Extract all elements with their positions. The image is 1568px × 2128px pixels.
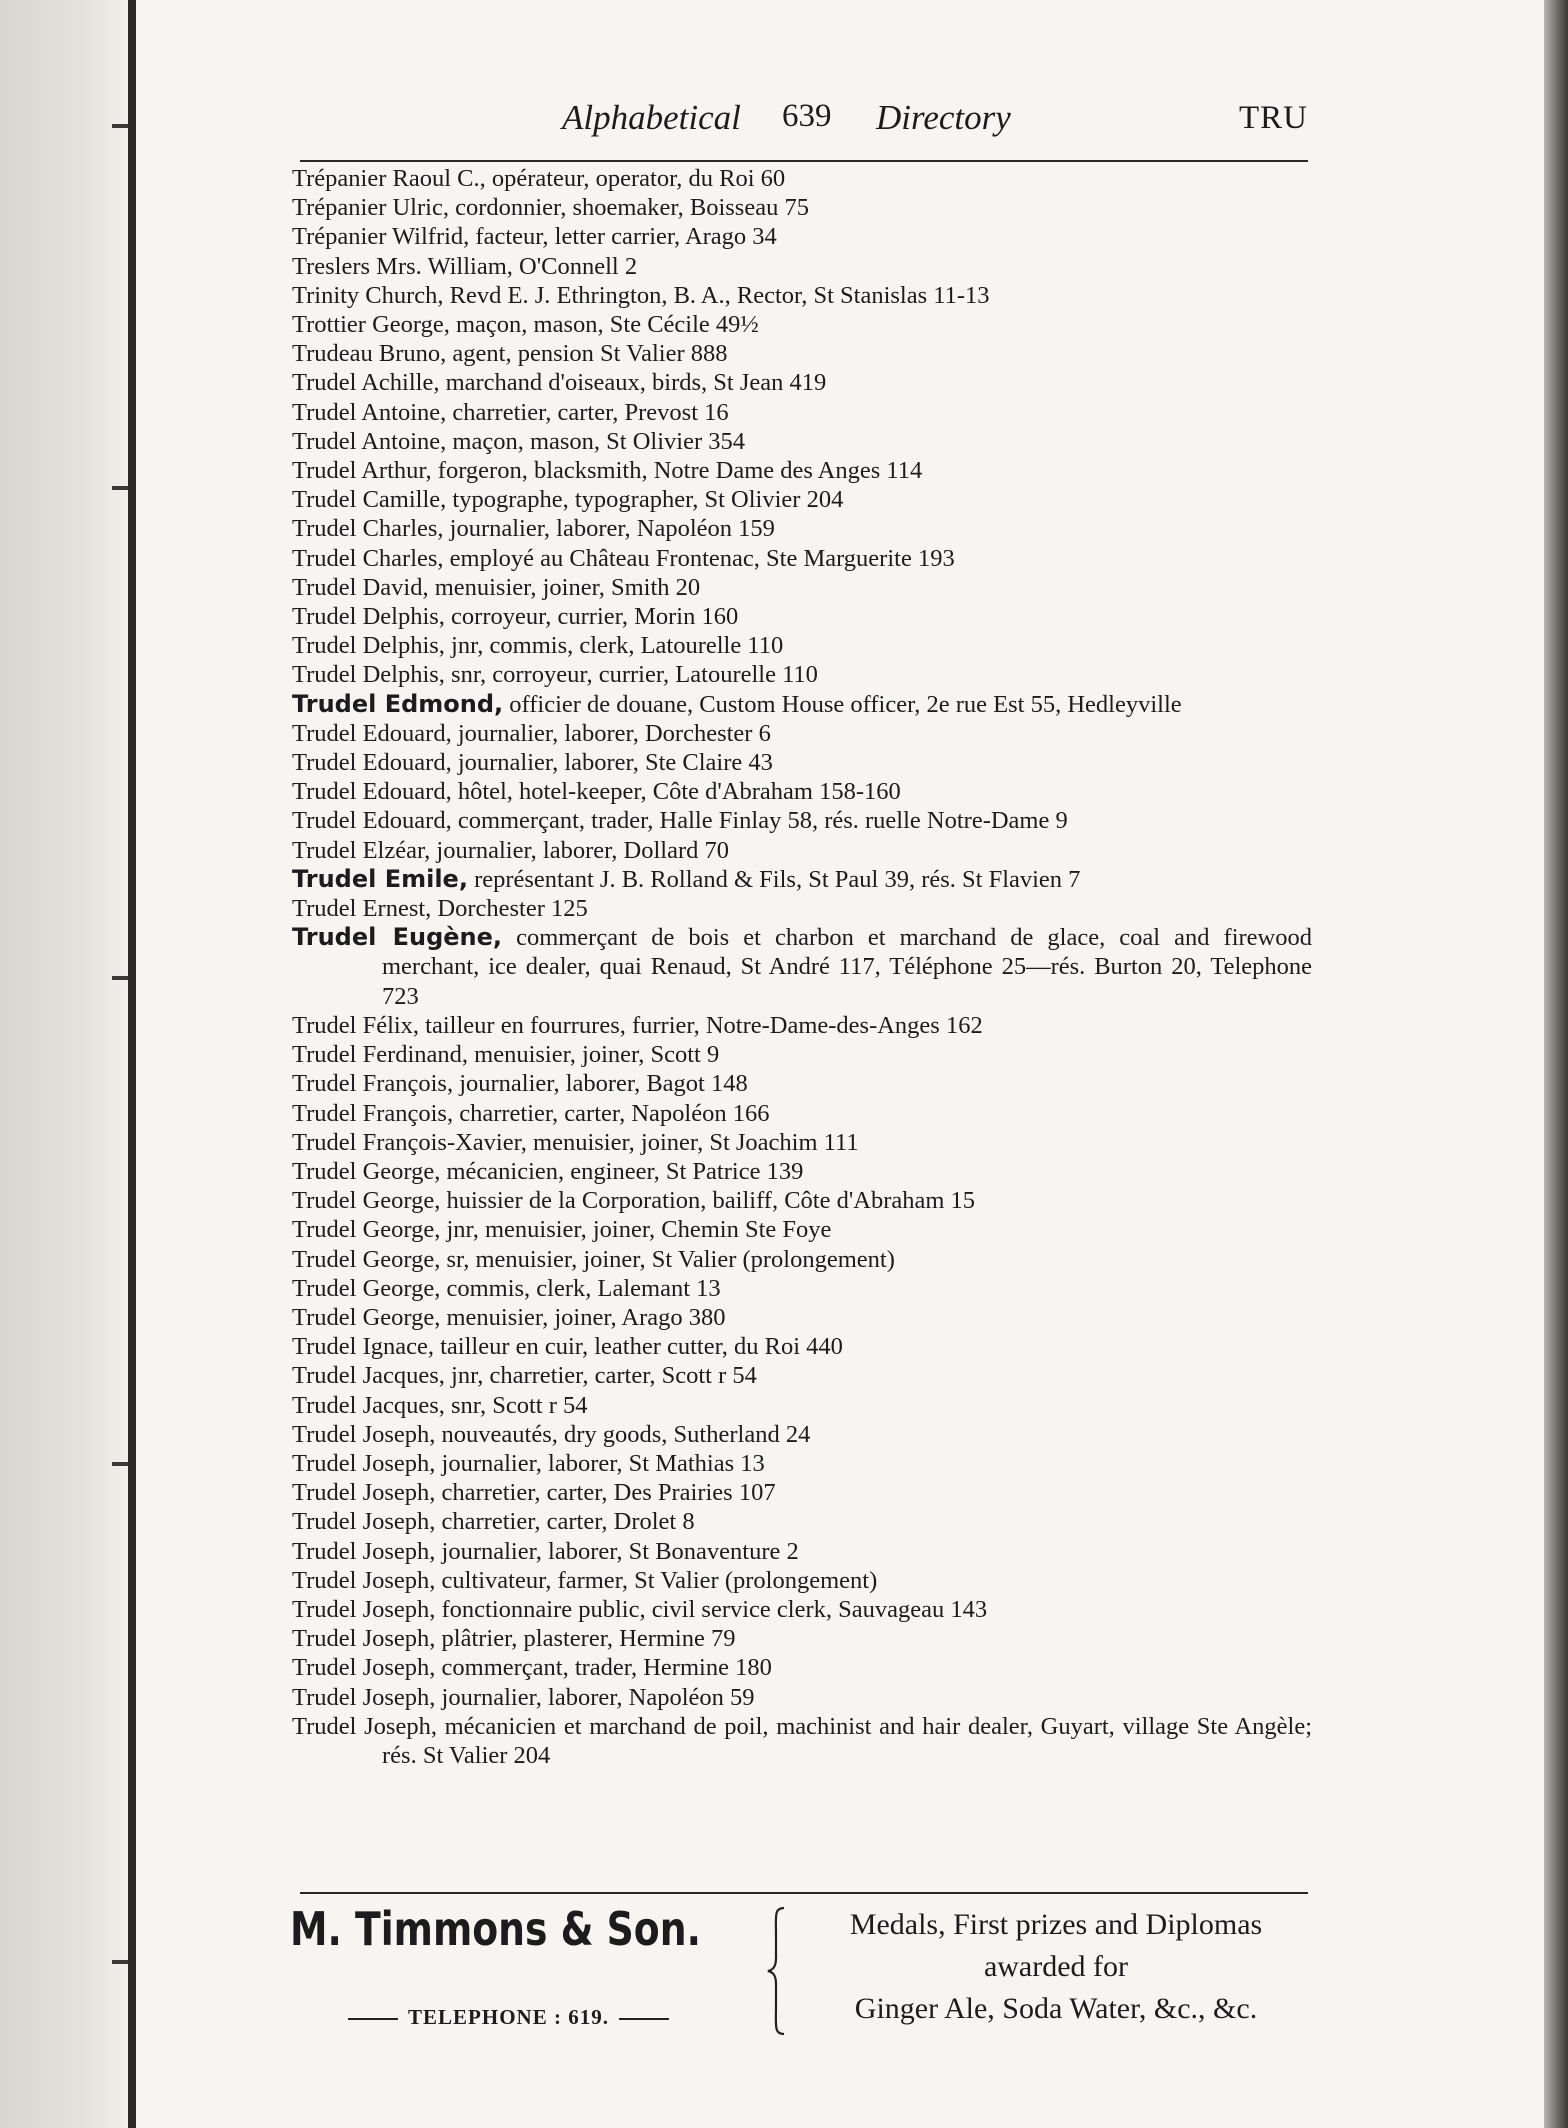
- entry-text: représentant J. B. Rolland & Fils, St Paul 39, rés. St Flavien 7: [467, 865, 1081, 893]
- directory-entry: [292, 1332, 1312, 1361]
- directory-entry: [292, 777, 1312, 806]
- directory-entry: [292, 865, 1312, 894]
- entry-text: Trudel Camille, typographe, typographer, St Olivier 204: [292, 486, 844, 514]
- directory-entry: [292, 660, 1312, 689]
- directory-entry: [292, 252, 1312, 281]
- spine-tick: [112, 1462, 128, 1466]
- directory-entries: [292, 164, 1312, 1770]
- directory-entry: [292, 1478, 1312, 1507]
- entry-text: Trudel Arthur, forgeron, blacksmith, Notre Dame des Anges 114: [292, 457, 923, 485]
- entry-text: Trudel François, journalier, laborer, Bagot 148: [292, 1070, 748, 1098]
- directory-entry: [292, 1274, 1312, 1303]
- dash-left: [348, 2018, 398, 2020]
- directory-entry: [292, 1215, 1312, 1244]
- directory-entry: [292, 456, 1312, 485]
- spine-tick: [112, 124, 128, 128]
- directory-entry: [292, 1391, 1312, 1420]
- entry-text: Trudel Joseph, fonctionnaire public, civil service clerk, Sauvageau 143: [292, 1595, 988, 1623]
- directory-entry: [292, 398, 1312, 427]
- entry-text: Trudel Antoine, maçon, mason, St Olivier 354: [292, 427, 745, 455]
- spine-edge-line: [128, 0, 136, 2128]
- entry-text: Trudel Félix, tailleur en fourrures, furrier, Notre-Dame-des-Anges 162: [292, 1011, 983, 1039]
- directory-entry: [292, 164, 1312, 193]
- advertiser-name: M. Timmons & Son.: [290, 1902, 701, 1956]
- book-spine: [0, 0, 128, 2128]
- entry-text: Trudeau Bruno, agent, pension St Valier 888: [292, 340, 728, 368]
- dash-right: [619, 2018, 669, 2020]
- spine-tick: [112, 1960, 128, 1964]
- entry-text: Trudel Joseph, mécanicien et marchand de poil, machinist and hair dealer, Guyart, village Ste Angèle; rés. St Valier 204: [292, 1712, 1312, 1769]
- directory-entry: [292, 1361, 1312, 1390]
- directory-entry: [292, 1653, 1312, 1682]
- entry-text: Trudel Delphis, jnr, commis, clerk, Latourelle 110: [292, 632, 784, 660]
- directory-entry: [292, 1186, 1312, 1215]
- directory-entry: [292, 222, 1312, 251]
- directory-entry: [292, 544, 1312, 573]
- entry-text: Trépanier Ulric, cordonnier, shoemaker, Boisseau 75: [292, 194, 809, 222]
- entry-text: Trudel Jacques, jnr, charretier, carter, Scott r 54: [292, 1362, 757, 1390]
- entry-text: Trudel George, sr, menuisier, joiner, St Valier (prolongement): [292, 1245, 895, 1273]
- directory-entry: [292, 485, 1312, 514]
- advertisement: [290, 1900, 1310, 2050]
- directory-entry: [292, 836, 1312, 865]
- entry-bold-name: Trudel Edmond,: [292, 689, 504, 718]
- entry-bold-name: Trudel Emile,: [292, 864, 468, 893]
- directory-entry: [292, 339, 1312, 368]
- directory-entry: [292, 1595, 1312, 1624]
- entry-text: Trudel George, huissier de la Corporation, bailiff, Côte d'Abraham 15: [292, 1187, 976, 1215]
- entry-text: Trudel George, mécanicien, engineer, St Patrice 139: [292, 1157, 804, 1185]
- directory-entry: [292, 748, 1312, 777]
- directory-entry: [292, 1303, 1312, 1332]
- entry-text: officier de douane, Custom House officer, 2e rue Est 55, Hedleyville: [503, 690, 1182, 718]
- entry-text: Trépanier Wilfrid, facteur, letter carrier, Arago 34: [292, 223, 777, 251]
- curly-brace-icon: [766, 1906, 788, 2036]
- entry-text: Trinity Church, Revd E. J. Ethrington, B. A., Rector, St Stanislas 11-13: [292, 281, 990, 309]
- entry-text: Trudel Joseph, nouveautés, dry goods, Sutherland 24: [292, 1420, 811, 1448]
- entry-text: Trudel Ferdinand, menuisier, joiner, Scott 9: [292, 1041, 720, 1069]
- entry-text: Trudel Joseph, journalier, laborer, St Mathias 13: [292, 1449, 765, 1477]
- page-number: 639: [782, 98, 832, 134]
- directory-entry: [292, 1420, 1312, 1449]
- directory-entry: [292, 1507, 1312, 1536]
- entry-text: Trudel Charles, employé au Château Frontenac, Ste Marguerite 193: [292, 544, 955, 572]
- entry-text: Trudel Delphis, corroyeur, currier, Morin 160: [292, 603, 739, 631]
- directory-entry: [292, 573, 1312, 602]
- spine-tick: [112, 976, 128, 980]
- directory-entry: [292, 719, 1312, 748]
- entry-text: Trudel Edouard, journalier, laborer, Ste Claire 43: [292, 749, 773, 777]
- directory-entry: [292, 310, 1312, 339]
- directory-entry: [292, 1157, 1312, 1186]
- directory-entry: [292, 1537, 1312, 1566]
- directory-entry: [292, 427, 1312, 456]
- directory-entry: [292, 514, 1312, 543]
- directory-entry: [292, 1099, 1312, 1128]
- directory-entry: [292, 1712, 1312, 1770]
- directory-entry: [292, 690, 1312, 719]
- entry-text: Trudel Edouard, journalier, laborer, Dorchester 6: [292, 719, 771, 747]
- entry-text: Trudel Joseph, charretier, carter, Des Prairies 107: [292, 1479, 776, 1507]
- entry-text: Trépanier Raoul C., opérateur, operator, du Roi 60: [292, 165, 786, 192]
- header-left-title: Alphabetical: [562, 98, 741, 137]
- ad-line-3: Ginger Ale, Soda Water, &c., &c.: [854, 1992, 1258, 2025]
- entry-text: Trudel Joseph, journalier, laborer, Napoléon 59: [292, 1683, 755, 1711]
- entry-text: Trudel Joseph, commerçant, trader, Hermine 180: [292, 1654, 772, 1682]
- advertisement-rule: [300, 1892, 1308, 1894]
- spine-tick: [112, 486, 128, 490]
- ad-line-1: Medals, First prizes and Diplomas: [849, 1908, 1263, 1941]
- directory-entry: [292, 602, 1312, 631]
- directory-entry: [292, 1683, 1312, 1712]
- header-right-title: Directory: [876, 98, 1011, 137]
- entry-text: Trudel Ernest, Dorchester 125: [292, 895, 588, 923]
- telephone-text: TELEPHONE : 619.: [408, 2005, 609, 2029]
- entry-bold-name: Trudel Eugène,: [292, 923, 503, 952]
- entry-text: Trudel Charles, journalier, laborer, Napoléon 159: [292, 515, 775, 543]
- entry-text: Trudel Delphis, snr, corroyeur, currier, Latourelle 110: [292, 661, 818, 689]
- entry-text: Trudel Joseph, charretier, carter, Drolet 8: [292, 1508, 695, 1536]
- directory-entry: [292, 368, 1312, 397]
- entry-text: Trudel Elzéar, journalier, laborer, Dollard 70: [292, 836, 730, 864]
- entry-text: Trudel Joseph, journalier, laborer, St Bonaventure 2: [292, 1537, 799, 1565]
- directory-entry: [292, 806, 1312, 835]
- directory-entry: [292, 281, 1312, 310]
- directory-entry: [292, 1245, 1312, 1274]
- entry-text: Trudel Joseph, plâtrier, plasterer, Hermine 79: [292, 1625, 736, 1653]
- entry-text: Trudel Edouard, commerçant, trader, Halle Finlay 58, rés. ruelle Notre-Dame 9: [292, 807, 1068, 835]
- entry-text: Trudel François, charretier, carter, Napoléon 166: [292, 1099, 770, 1127]
- header-rule: [300, 160, 1308, 162]
- header-key-letters: TRU: [1239, 100, 1308, 136]
- entry-text: Trudel Antoine, charretier, carter, Prevost 16: [292, 398, 729, 426]
- page-right-edge: [1544, 0, 1568, 2128]
- directory-entry: [292, 894, 1312, 923]
- directory-entry: [292, 923, 1312, 1011]
- directory-entry: [292, 1128, 1312, 1157]
- entry-text: Trudel Achille, marchand d'oiseaux, birds, St Jean 419: [292, 369, 827, 397]
- entry-text: Trudel Ignace, tailleur en cuir, leather cutter, du Roi 440: [292, 1333, 843, 1361]
- entry-text: Trudel Joseph, cultivateur, farmer, St Valier (prolongement): [292, 1566, 878, 1594]
- entry-text: Trudel George, commis, clerk, Lalemant 13: [292, 1274, 721, 1302]
- advertiser-telephone: [338, 2005, 679, 2030]
- directory-entry: [292, 1069, 1312, 1098]
- entry-text: Treslers Mrs. William, O'Connell 2: [292, 252, 638, 280]
- directory-entry: [292, 193, 1312, 222]
- entry-text: Trudel François-Xavier, menuisier, joiner, St Joachim 111: [292, 1128, 859, 1156]
- page-header: [300, 98, 1308, 148]
- entry-text: Trudel George, jnr, menuisier, joiner, Chemin Ste Foye: [292, 1216, 832, 1244]
- advertisement-text: [796, 1904, 1316, 2030]
- directory-entry: [292, 1449, 1312, 1478]
- directory-entry: [292, 1011, 1312, 1040]
- entry-text: Trudel Jacques, snr, Scott r 54: [292, 1391, 588, 1419]
- entry-text: Trudel George, menuisier, joiner, Arago 380: [292, 1303, 726, 1331]
- entry-text: Trudel David, menuisier, joiner, Smith 20: [292, 573, 701, 601]
- directory-entry: [292, 1624, 1312, 1653]
- directory-entry: [292, 631, 1312, 660]
- entry-text: Trudel Edouard, hôtel, hotel-keeper, Côte d'Abraham 158-160: [292, 778, 901, 806]
- entry-text: commerçant de bois et charbon et marchand de glace, coal and firewood merchant, ice dealer, quai Renaud, St André 117, Téléphone 25—rés. Burton 20, Telephone 723: [382, 924, 1312, 1010]
- directory-entry: [292, 1040, 1312, 1069]
- entry-text: Trottier George, maçon, mason, Ste Cécile 49½: [292, 311, 759, 339]
- ad-line-2: awarded for: [983, 1950, 1129, 1983]
- directory-entry: [292, 1566, 1312, 1595]
